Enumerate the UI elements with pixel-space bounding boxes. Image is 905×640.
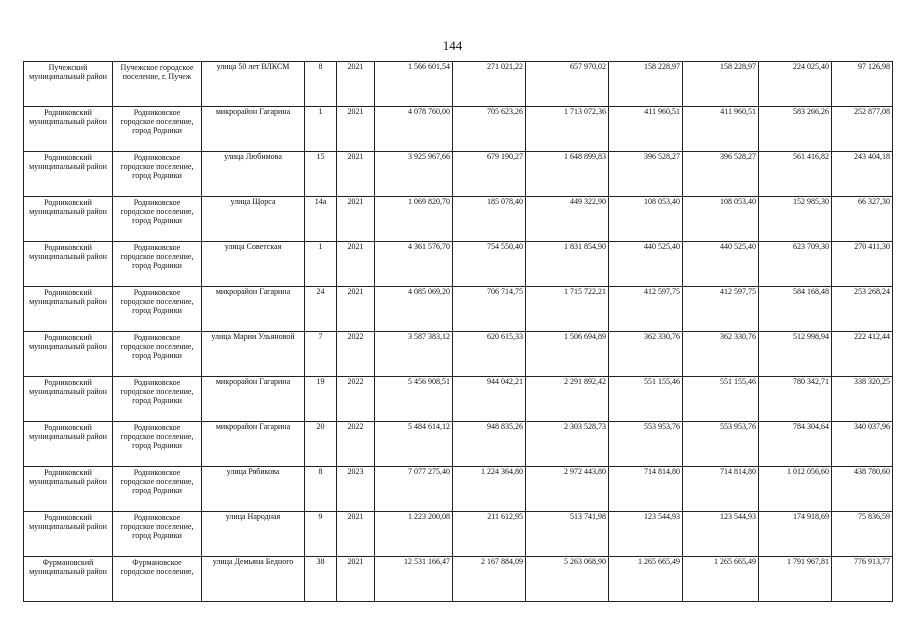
amount-cell: 252 877,08: [832, 107, 893, 152]
amount-cell: 705 623,26: [453, 107, 526, 152]
amount-cell: 706 714,75: [453, 287, 526, 332]
amount-cell: 270 411,30: [832, 242, 893, 287]
settlement-cell-text: Родниковское городское поселение, город Родники: [120, 288, 194, 315]
settlement-cell: [113, 197, 202, 242]
amount-cell: 584 168,48: [759, 287, 832, 332]
amount-cell: 1 715 722,21: [526, 287, 609, 332]
amount-cell: 108 053,40: [683, 197, 759, 242]
amount-cell: 754 550,40: [453, 242, 526, 287]
amount-cell: 97 126,98: [832, 62, 893, 107]
street-cell: улица Любимова: [202, 152, 305, 197]
street-cell: улица Советская: [202, 242, 305, 287]
year-cell: 2022: [337, 332, 375, 377]
data-table: [23, 61, 893, 602]
amount-cell: 75 836,59: [832, 512, 893, 557]
house-number-cell: 8: [305, 467, 337, 512]
amount-cell: 1 648 899,83: [526, 152, 609, 197]
amount-cell: 784 304,64: [759, 422, 832, 467]
amount-cell: 657 970,02: [526, 62, 609, 107]
district-cell-text: Родниковский муниципальный район: [29, 423, 107, 441]
settlement-cell-text: Родниковское городское поселение, город Родники: [120, 333, 194, 360]
table-row: [24, 152, 893, 197]
street-cell: улица Народная: [202, 512, 305, 557]
house-number-cell: 1: [305, 107, 337, 152]
settlement-cell: [113, 242, 202, 287]
amount-cell: 158 228,97: [683, 62, 759, 107]
settlement-cell: [113, 152, 202, 197]
amount-cell: 944 042,21: [453, 377, 526, 422]
amount-cell: 440 525,40: [683, 242, 759, 287]
total-cost-cell: 3 925 967,66: [375, 152, 453, 197]
amount-cell: 2 291 892,42: [526, 377, 609, 422]
total-cost-cell: 1 069 820,70: [375, 197, 453, 242]
amount-cell: 2 972 443,80: [526, 467, 609, 512]
amount-cell: 411 960,51: [683, 107, 759, 152]
amount-cell: 108 053,40: [609, 197, 683, 242]
settlement-cell: [113, 557, 202, 602]
house-number-cell: 20: [305, 422, 337, 467]
street-cell: микрорайон Гагарина: [202, 377, 305, 422]
settlement-cell-text: Родниковское городское поселение, город Родники: [120, 153, 194, 180]
settlement-cell: [113, 422, 202, 467]
amount-cell: 5 263 068,90: [526, 557, 609, 602]
district-cell-text: Пучежский муниципальный район: [29, 63, 107, 81]
amount-cell: 714 814,80: [683, 467, 759, 512]
street-cell: микрорайон Гагарина: [202, 422, 305, 467]
total-cost-cell: 1 223 200,08: [375, 512, 453, 557]
house-number-cell: 19: [305, 377, 337, 422]
year-cell: 2022: [337, 377, 375, 422]
amount-cell: 2 167 884,09: [453, 557, 526, 602]
amount-cell: 623 709,30: [759, 242, 832, 287]
amount-cell: 1 713 072,36: [526, 107, 609, 152]
year-cell: 2021: [337, 242, 375, 287]
year-cell: 2023: [337, 467, 375, 512]
street-cell: микрорайон Гагарина: [202, 107, 305, 152]
amount-cell: 780 342,71: [759, 377, 832, 422]
amount-cell: 679 190,27: [453, 152, 526, 197]
amount-cell: 551 155,46: [609, 377, 683, 422]
district-cell: [24, 377, 113, 422]
settlement-cell-text: Родниковское городское поселение, город Родники: [120, 243, 194, 270]
house-number-cell: 7: [305, 332, 337, 377]
district-cell-text: Родниковский муниципальный район: [29, 108, 107, 126]
total-cost-cell: 4 361 576,70: [375, 242, 453, 287]
district-cell-text: Родниковский муниципальный район: [29, 333, 107, 351]
amount-cell: 551 155,46: [683, 377, 759, 422]
street-cell: улица Рябикова: [202, 467, 305, 512]
year-cell: 2021: [337, 512, 375, 557]
district-cell: [24, 422, 113, 467]
district-cell-text: Родниковский муниципальный район: [29, 513, 107, 531]
amount-cell: 411 960,51: [609, 107, 683, 152]
settlement-cell: [113, 287, 202, 332]
table-row: [24, 107, 893, 152]
table-row: [24, 377, 893, 422]
table-row: [24, 197, 893, 242]
total-cost-cell: 7 077 275,40: [375, 467, 453, 512]
house-number-cell: 24: [305, 287, 337, 332]
district-cell: [24, 197, 113, 242]
street-cell: улица 50 лет ВЛКСМ: [202, 62, 305, 107]
year-cell: 2021: [337, 557, 375, 602]
year-cell: 2022: [337, 422, 375, 467]
total-cost-cell: 5 484 614,12: [375, 422, 453, 467]
settlement-cell-text: Родниковское городское поселение, город Родники: [120, 198, 194, 225]
amount-cell: 776 913,77: [832, 557, 893, 602]
amount-cell: 271 021,22: [453, 62, 526, 107]
settlement-cell: [113, 62, 202, 107]
settlement-cell-text: Родниковское городское поселение, город Родники: [120, 423, 194, 450]
table-row: [24, 512, 893, 557]
district-cell: [24, 62, 113, 107]
amount-cell: 561 416,82: [759, 152, 832, 197]
amount-cell: 412 597,75: [683, 287, 759, 332]
amount-cell: 123 544,93: [609, 512, 683, 557]
amount-cell: 243 404,18: [832, 152, 893, 197]
street-cell: улица Демьяна Бедного: [202, 557, 305, 602]
settlement-cell-text: Родниковское городское поселение, город Родники: [120, 468, 194, 495]
settlement-cell: [113, 377, 202, 422]
district-cell: [24, 287, 113, 332]
table-row: [24, 467, 893, 512]
house-number-cell: 8: [305, 62, 337, 107]
amount-cell: 158 228,97: [609, 62, 683, 107]
district-cell-text: Родниковский муниципальный район: [29, 378, 107, 396]
amount-cell: 553 953,76: [609, 422, 683, 467]
house-number-cell: 1: [305, 242, 337, 287]
amount-cell: 174 918,69: [759, 512, 832, 557]
total-cost-cell: 5 456 908,51: [375, 377, 453, 422]
house-number-cell: 15: [305, 152, 337, 197]
amount-cell: 1 265 665,49: [609, 557, 683, 602]
amount-cell: 583 266,26: [759, 107, 832, 152]
year-cell: 2021: [337, 107, 375, 152]
amount-cell: 1 224 364,80: [453, 467, 526, 512]
amount-cell: 396 528,27: [683, 152, 759, 197]
amount-cell: 412 597,75: [609, 287, 683, 332]
amount-cell: 253 268,24: [832, 287, 893, 332]
amount-cell: 185 078,40: [453, 197, 526, 242]
amount-cell: 449 322,90: [526, 197, 609, 242]
year-cell: 2021: [337, 197, 375, 242]
amount-cell: 222 412,44: [832, 332, 893, 377]
total-cost-cell: 12 531 166,47: [375, 557, 453, 602]
district-cell-text: Родниковский муниципальный район: [29, 468, 107, 486]
amount-cell: 1 506 694,89: [526, 332, 609, 377]
street-cell: микрорайон Гагарина: [202, 287, 305, 332]
amount-cell: 396 528,27: [609, 152, 683, 197]
amount-cell: 2 303 528,73: [526, 422, 609, 467]
amount-cell: 338 320,25: [832, 377, 893, 422]
district-cell-text: Родниковский муниципальный район: [29, 288, 107, 306]
district-cell-text: Родниковский муниципальный район: [29, 198, 107, 216]
year-cell: 2021: [337, 152, 375, 197]
table-row: [24, 242, 893, 287]
house-number-cell: 14а: [305, 197, 337, 242]
table-row: [24, 422, 893, 467]
settlement-cell-text: Родниковское городское поселение, город Родники: [120, 108, 194, 135]
street-cell: улица Марии Ульяновой: [202, 332, 305, 377]
district-cell: [24, 467, 113, 512]
amount-cell: 1 265 665,49: [683, 557, 759, 602]
amount-cell: 513 741,98: [526, 512, 609, 557]
settlement-cell: [113, 332, 202, 377]
amount-cell: 362 330,76: [609, 332, 683, 377]
total-cost-cell: 3 587 383,12: [375, 332, 453, 377]
total-cost-cell: 4 078 760,00: [375, 107, 453, 152]
district-cell: [24, 557, 113, 602]
district-cell-text: Родниковский муниципальный район: [29, 153, 107, 171]
amount-cell: 152 985,30: [759, 197, 832, 242]
district-cell: [24, 107, 113, 152]
amount-cell: 224 025,40: [759, 62, 832, 107]
district-cell-text: Фурмановский муниципальный район: [29, 558, 107, 576]
settlement-cell-text: Пучежское городское поселение, г. Пучеж: [120, 63, 194, 81]
district-cell: [24, 332, 113, 377]
amount-cell: 512 998,94: [759, 332, 832, 377]
amount-cell: 440 525,40: [609, 242, 683, 287]
settlement-cell-text: Фурмановское городское поселение,: [120, 558, 194, 576]
house-number-cell: 9: [305, 512, 337, 557]
amount-cell: 1 831 854,90: [526, 242, 609, 287]
amount-cell: 340 037,96: [832, 422, 893, 467]
district-cell: [24, 152, 113, 197]
year-cell: 2021: [337, 287, 375, 332]
house-number-cell: 38: [305, 557, 337, 602]
amount-cell: 1 791 967,81: [759, 557, 832, 602]
table-row: [24, 557, 893, 602]
year-cell: 2021: [337, 62, 375, 107]
street-cell: улица Щорса: [202, 197, 305, 242]
table-row: [24, 332, 893, 377]
settlement-cell-text: Родниковское городское поселение, город Родники: [120, 513, 194, 540]
amount-cell: 948 835,26: [453, 422, 526, 467]
table-row: [24, 287, 893, 332]
amount-cell: 123 544,93: [683, 512, 759, 557]
amount-cell: 553 953,76: [683, 422, 759, 467]
amount-cell: 438 780,60: [832, 467, 893, 512]
amount-cell: 714 814,80: [609, 467, 683, 512]
amount-cell: 66 327,30: [832, 197, 893, 242]
total-cost-cell: 4 085 069,20: [375, 287, 453, 332]
amount-cell: 362 330,76: [683, 332, 759, 377]
amount-cell: 211 612,95: [453, 512, 526, 557]
page-number: 144: [442, 38, 463, 53]
total-cost-cell: 1 566 601,54: [375, 62, 453, 107]
district-cell-text: Родниковский муниципальный район: [29, 243, 107, 261]
settlement-cell: [113, 467, 202, 512]
district-cell: [24, 512, 113, 557]
district-cell: [24, 242, 113, 287]
table-row: [24, 62, 893, 107]
settlement-cell: [113, 107, 202, 152]
amount-cell: 1 012 056,60: [759, 467, 832, 512]
settlement-cell: [113, 512, 202, 557]
settlement-cell-text: Родниковское городское поселение, город Родники: [120, 378, 194, 405]
amount-cell: 620 615,33: [453, 332, 526, 377]
